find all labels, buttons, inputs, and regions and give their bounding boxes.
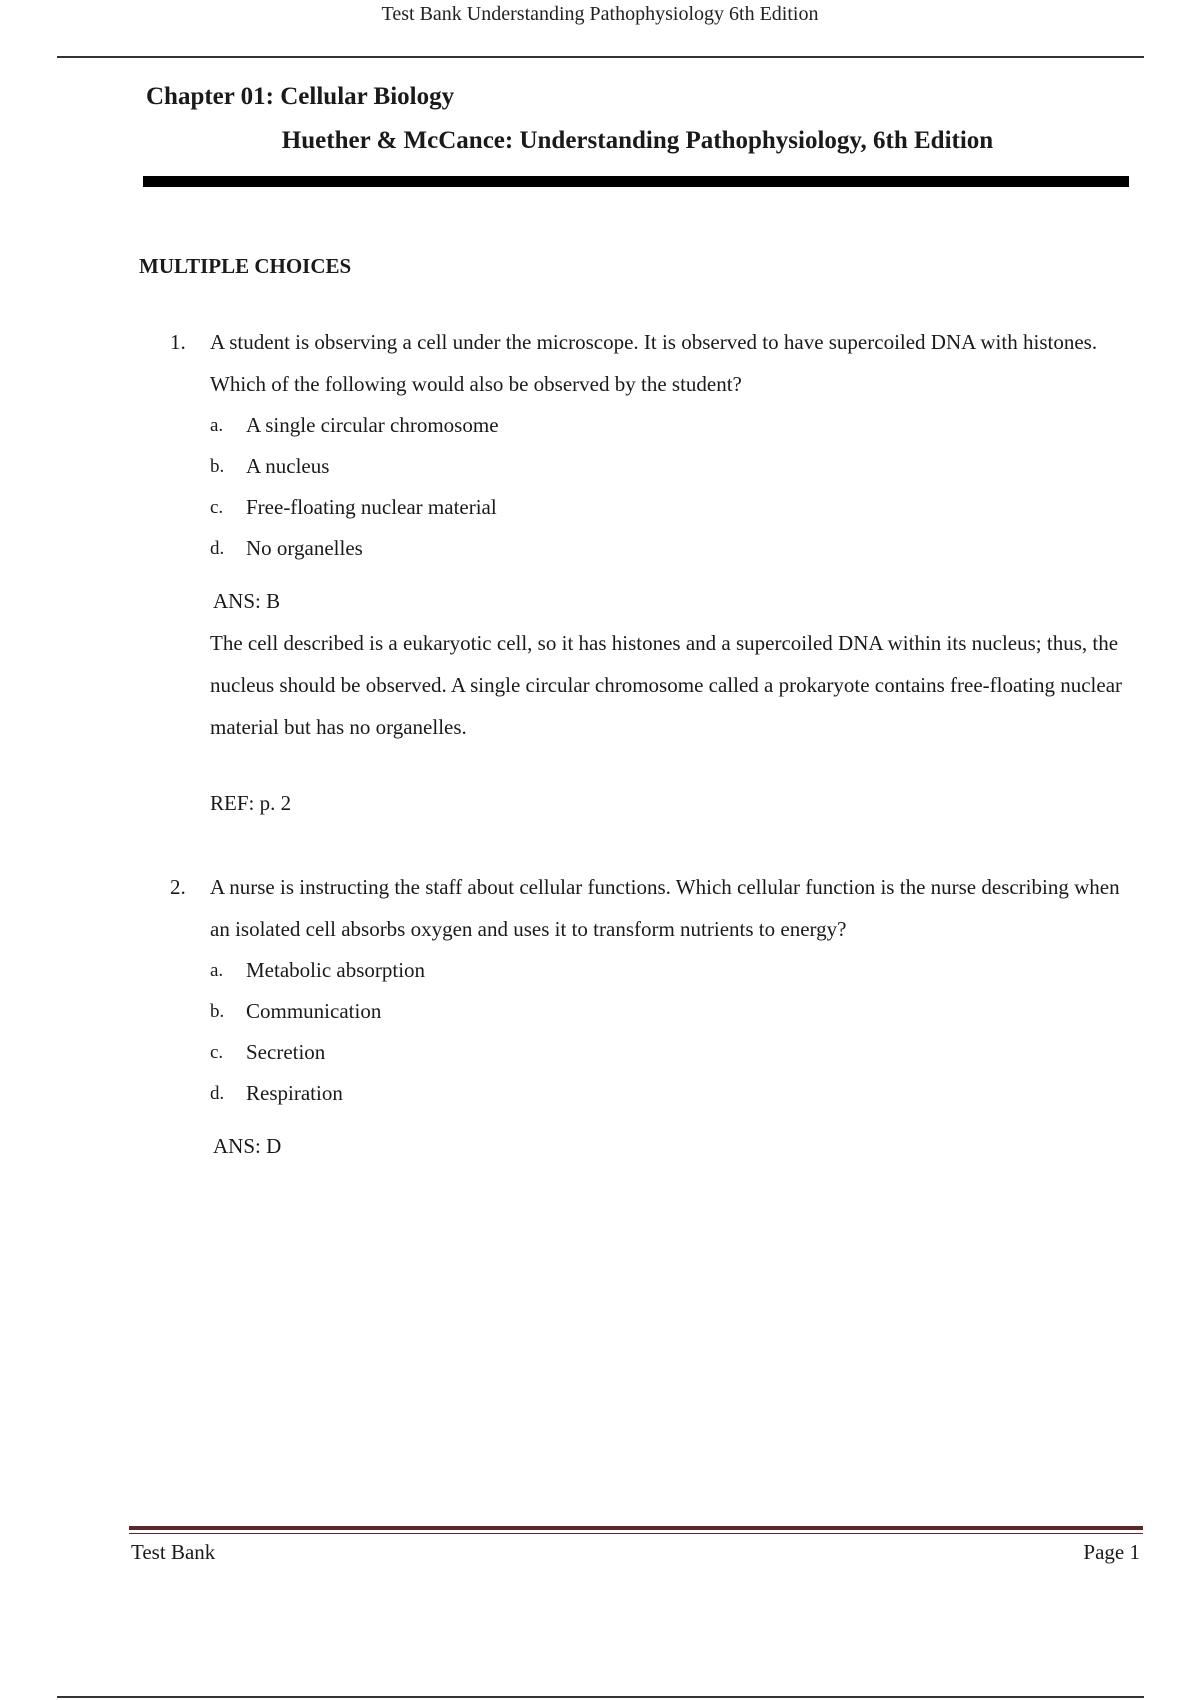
choice-text: Free-floating nuclear material bbox=[246, 495, 497, 519]
section-heading: MULTIPLE CHOICES bbox=[139, 254, 352, 278]
question-2-stem: A nurse is instructing the staff about cellular functions. Which cellular function is the nurse describing when an isolated cell absorbs oxygen and uses it to transform nutrients to energy? bbox=[210, 875, 1120, 941]
choice-letter: c. bbox=[210, 1042, 224, 1063]
choice-text: No organelles bbox=[246, 536, 363, 560]
question-2 bbox=[170, 866, 1130, 1167]
choice-letter: b. bbox=[210, 1001, 225, 1022]
question-1-reference: REF: p. 2 bbox=[210, 791, 292, 815]
question-1-number: 1. bbox=[170, 330, 186, 354]
choice-item bbox=[210, 1032, 1130, 1073]
choice-item bbox=[210, 528, 1130, 569]
book-title: Huether & McCance: Understanding Pathophysiology, 6th Edition bbox=[281, 127, 994, 154]
footer-label: Test Bank bbox=[131, 1540, 216, 1564]
question-1 bbox=[170, 321, 1130, 824]
choice-text: Secretion bbox=[246, 1040, 326, 1064]
choice-letter: d. bbox=[210, 538, 225, 559]
choice-item bbox=[210, 405, 1130, 446]
chapter-title: Chapter 01: Cellular Biology bbox=[146, 83, 455, 110]
question-2-stem-block bbox=[170, 866, 1130, 950]
page-bottom-divider bbox=[57, 1696, 1144, 1698]
footer-divider bbox=[129, 1526, 1143, 1530]
choice-item bbox=[210, 446, 1130, 487]
header-divider bbox=[57, 56, 1144, 58]
footer-divider-thin bbox=[129, 1533, 1143, 1534]
question-2-choices bbox=[170, 950, 1130, 1114]
question-1-stem-block bbox=[170, 321, 1130, 405]
choice-letter: d. bbox=[210, 1083, 225, 1104]
choice-letter: b. bbox=[210, 456, 225, 477]
choice-text: Communication bbox=[246, 999, 382, 1023]
question-2-answer: ANS: D bbox=[213, 1134, 282, 1158]
question-1-rationale: The cell described is a eukaryotic cell, so it has histones and a supercoiled DNA within its nucleus; thus, the nucleus should be observed. A single circular chromosome called a prokaryote contains free-floating nuclear material but has no organelles. bbox=[210, 631, 1123, 739]
question-2-number: 2. bbox=[170, 875, 186, 899]
page-number: Page 1 bbox=[1083, 1540, 1140, 1564]
question-1-choices bbox=[170, 405, 1130, 569]
running-header: Test Bank Understanding Pathophysiology 6th Edition bbox=[381, 3, 819, 25]
choice-item bbox=[210, 1073, 1130, 1114]
choice-text: Respiration bbox=[246, 1081, 343, 1105]
choice-item bbox=[210, 991, 1130, 1032]
choice-letter: a. bbox=[210, 415, 224, 436]
question-1-answer: ANS: B bbox=[213, 589, 281, 613]
choice-text: Metabolic absorption bbox=[246, 958, 426, 982]
title-divider bbox=[143, 176, 1129, 187]
choice-item bbox=[210, 487, 1130, 528]
question-1-stem: A student is observing a cell under the microscope. It is observed to have supercoiled DNA with histones. Which of the following would also be observed by the student? bbox=[210, 330, 1098, 396]
choice-text: A nucleus bbox=[246, 454, 330, 478]
choice-letter: a. bbox=[210, 960, 224, 981]
choice-item bbox=[210, 950, 1130, 991]
choice-text: A single circular chromosome bbox=[246, 413, 499, 437]
choice-letter: c. bbox=[210, 497, 224, 518]
